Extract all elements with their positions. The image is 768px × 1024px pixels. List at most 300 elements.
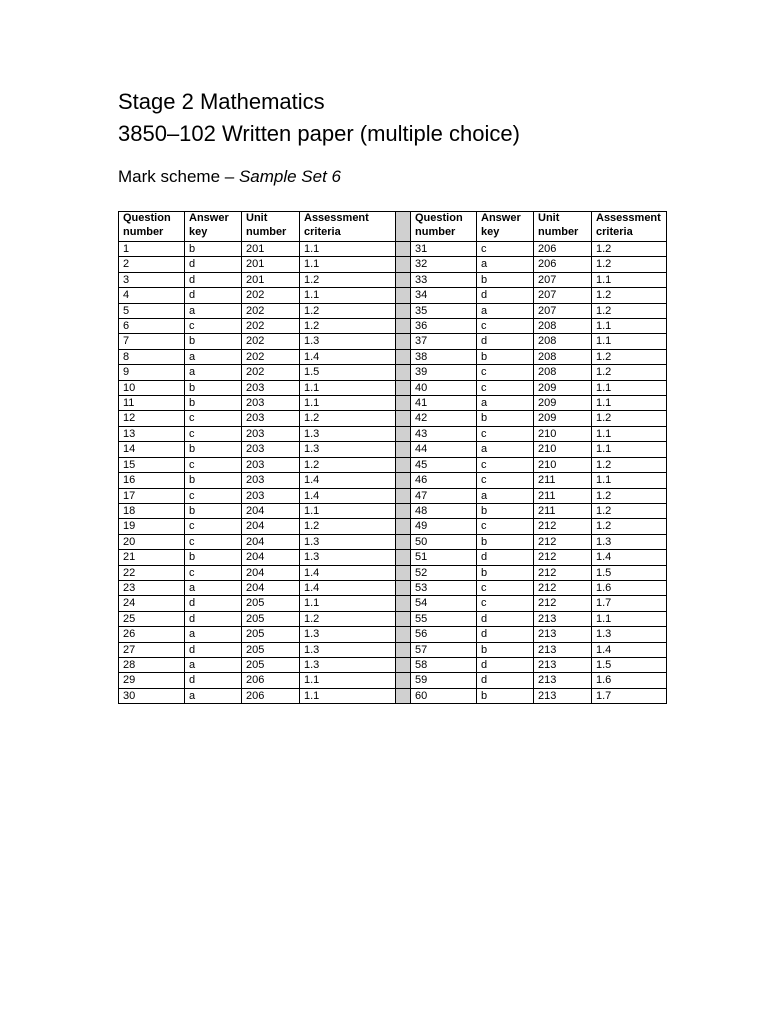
unit-number-cell: 208 bbox=[534, 365, 592, 380]
unit-number-cell: 203 bbox=[242, 442, 300, 457]
unit-number-cell: 202 bbox=[242, 303, 300, 318]
assessment-criteria-cell: 1.3 bbox=[300, 642, 396, 657]
question-number-cell: 10 bbox=[119, 380, 185, 395]
answer-key-cell: c bbox=[185, 488, 242, 503]
unit-number-cell: 204 bbox=[242, 519, 300, 534]
column-separator bbox=[396, 396, 411, 411]
assessment-criteria-cell: 1.1 bbox=[592, 396, 667, 411]
answer-key-cell: c bbox=[477, 457, 534, 472]
table-row bbox=[119, 596, 667, 611]
question-number-cell: 37 bbox=[411, 334, 477, 349]
question-number-cell: 8 bbox=[119, 349, 185, 364]
question-number-cell: 7 bbox=[119, 334, 185, 349]
question-number-cell: 38 bbox=[411, 349, 477, 364]
question-number-cell: 54 bbox=[411, 596, 477, 611]
assessment-criteria-cell: 1.1 bbox=[300, 257, 396, 272]
header-assessment-criteria: Assessment criteria bbox=[592, 212, 667, 242]
assessment-criteria-cell: 1.4 bbox=[300, 580, 396, 595]
sample-set-label: Sample Set 6 bbox=[238, 167, 341, 186]
column-separator bbox=[396, 380, 411, 395]
unit-number-cell: 211 bbox=[534, 473, 592, 488]
unit-number-cell: 206 bbox=[242, 673, 300, 688]
assessment-criteria-cell: 1.4 bbox=[300, 473, 396, 488]
answer-key-cell: a bbox=[477, 257, 534, 272]
unit-number-cell: 208 bbox=[534, 349, 592, 364]
question-number-cell: 43 bbox=[411, 426, 477, 441]
question-number-cell: 17 bbox=[119, 488, 185, 503]
column-separator bbox=[396, 657, 411, 672]
table-row bbox=[119, 365, 667, 380]
unit-number-cell: 210 bbox=[534, 457, 592, 472]
question-number-cell: 1 bbox=[119, 242, 185, 257]
table-row bbox=[119, 657, 667, 672]
unit-number-cell: 203 bbox=[242, 473, 300, 488]
assessment-criteria-cell: 1.1 bbox=[592, 319, 667, 334]
unit-number-cell: 202 bbox=[242, 349, 300, 364]
answer-key-cell: d bbox=[185, 272, 242, 287]
answer-key-cell: b bbox=[477, 688, 534, 703]
column-separator bbox=[396, 488, 411, 503]
answer-key-cell: a bbox=[477, 442, 534, 457]
answer-key-cell: b bbox=[185, 503, 242, 518]
question-number-cell: 11 bbox=[119, 396, 185, 411]
table-row bbox=[119, 503, 667, 518]
answer-key-cell: c bbox=[477, 365, 534, 380]
table-row bbox=[119, 519, 667, 534]
column-separator bbox=[396, 272, 411, 287]
answer-key-cell: c bbox=[185, 519, 242, 534]
question-number-cell: 15 bbox=[119, 457, 185, 472]
unit-number-cell: 210 bbox=[534, 442, 592, 457]
assessment-criteria-cell: 1.2 bbox=[592, 457, 667, 472]
header-question-number: Question number bbox=[119, 212, 185, 242]
answer-key-cell: c bbox=[477, 580, 534, 595]
assessment-criteria-cell: 1.6 bbox=[592, 580, 667, 595]
assessment-criteria-cell: 1.6 bbox=[592, 673, 667, 688]
table-row bbox=[119, 411, 667, 426]
assessment-criteria-cell: 1.1 bbox=[592, 334, 667, 349]
answer-key-cell: d bbox=[185, 596, 242, 611]
assessment-criteria-cell: 1.1 bbox=[592, 380, 667, 395]
question-number-cell: 31 bbox=[411, 242, 477, 257]
assessment-criteria-cell: 1.1 bbox=[592, 426, 667, 441]
question-number-cell: 58 bbox=[411, 657, 477, 672]
question-number-cell: 47 bbox=[411, 488, 477, 503]
answer-key-cell: c bbox=[185, 565, 242, 580]
table-row bbox=[119, 257, 667, 272]
question-number-cell: 39 bbox=[411, 365, 477, 380]
table-row bbox=[119, 611, 667, 626]
column-separator bbox=[396, 534, 411, 549]
question-number-cell: 44 bbox=[411, 442, 477, 457]
assessment-criteria-cell: 1.4 bbox=[300, 349, 396, 364]
header-assessment-criteria: Assessment criteria bbox=[300, 212, 396, 242]
question-number-cell: 12 bbox=[119, 411, 185, 426]
question-number-cell: 24 bbox=[119, 596, 185, 611]
assessment-criteria-cell: 1.1 bbox=[300, 503, 396, 518]
answer-key-cell: b bbox=[185, 380, 242, 395]
assessment-criteria-cell: 1.3 bbox=[592, 534, 667, 549]
table-row bbox=[119, 473, 667, 488]
question-number-cell: 56 bbox=[411, 627, 477, 642]
question-number-cell: 32 bbox=[411, 257, 477, 272]
assessment-criteria-cell: 1.1 bbox=[300, 596, 396, 611]
assessment-criteria-cell: 1.2 bbox=[300, 519, 396, 534]
column-separator bbox=[396, 565, 411, 580]
column-separator bbox=[396, 349, 411, 364]
question-number-cell: 25 bbox=[119, 611, 185, 626]
column-separator bbox=[396, 611, 411, 626]
question-number-cell: 13 bbox=[119, 426, 185, 441]
unit-number-cell: 212 bbox=[534, 565, 592, 580]
assessment-criteria-cell: 1.3 bbox=[300, 657, 396, 672]
answer-key-cell: b bbox=[185, 334, 242, 349]
unit-number-cell: 207 bbox=[534, 288, 592, 303]
table-header-row bbox=[119, 212, 667, 242]
question-number-cell: 42 bbox=[411, 411, 477, 426]
question-number-cell: 55 bbox=[411, 611, 477, 626]
answer-key-cell: c bbox=[477, 473, 534, 488]
answer-key-cell: d bbox=[477, 611, 534, 626]
table-row bbox=[119, 688, 667, 703]
assessment-criteria-cell: 1.4 bbox=[300, 565, 396, 580]
table-row bbox=[119, 673, 667, 688]
unit-number-cell: 208 bbox=[534, 334, 592, 349]
answer-key-cell: c bbox=[477, 519, 534, 534]
answer-key-cell: b bbox=[477, 411, 534, 426]
unit-number-cell: 205 bbox=[242, 642, 300, 657]
table-row bbox=[119, 319, 667, 334]
table-row bbox=[119, 242, 667, 257]
table-row bbox=[119, 565, 667, 580]
mark-scheme-subtitle bbox=[118, 167, 341, 187]
assessment-criteria-cell: 1.7 bbox=[592, 688, 667, 703]
table-row bbox=[119, 380, 667, 395]
assessment-criteria-cell: 1.2 bbox=[300, 457, 396, 472]
assessment-criteria-cell: 1.1 bbox=[592, 611, 667, 626]
answer-key-cell: a bbox=[185, 627, 242, 642]
answer-key-cell: d bbox=[185, 611, 242, 626]
column-separator bbox=[396, 426, 411, 441]
question-number-cell: 52 bbox=[411, 565, 477, 580]
assessment-criteria-cell: 1.1 bbox=[592, 473, 667, 488]
unit-number-cell: 203 bbox=[242, 380, 300, 395]
assessment-criteria-cell: 1.1 bbox=[300, 288, 396, 303]
unit-number-cell: 204 bbox=[242, 550, 300, 565]
table-row bbox=[119, 349, 667, 364]
table-row bbox=[119, 550, 667, 565]
assessment-criteria-cell: 1.2 bbox=[592, 488, 667, 503]
assessment-criteria-cell: 1.3 bbox=[300, 550, 396, 565]
answer-key-cell: a bbox=[185, 365, 242, 380]
subtitle-prefix: Mark scheme – bbox=[118, 167, 239, 186]
column-separator bbox=[396, 642, 411, 657]
assessment-criteria-cell: 1.1 bbox=[592, 442, 667, 457]
unit-number-cell: 211 bbox=[534, 488, 592, 503]
question-number-cell: 22 bbox=[119, 565, 185, 580]
answer-key-cell: a bbox=[185, 657, 242, 672]
unit-number-cell: 203 bbox=[242, 411, 300, 426]
answer-key-cell: b bbox=[185, 442, 242, 457]
assessment-criteria-cell: 1.5 bbox=[592, 657, 667, 672]
assessment-criteria-cell: 1.1 bbox=[300, 396, 396, 411]
header-question-number: Question number bbox=[411, 212, 477, 242]
unit-number-cell: 211 bbox=[534, 503, 592, 518]
unit-number-cell: 212 bbox=[534, 550, 592, 565]
unit-number-cell: 205 bbox=[242, 657, 300, 672]
column-separator bbox=[396, 580, 411, 595]
unit-number-cell: 202 bbox=[242, 288, 300, 303]
assessment-criteria-cell: 1.2 bbox=[300, 303, 396, 318]
question-number-cell: 59 bbox=[411, 673, 477, 688]
answer-key-cell: b bbox=[185, 550, 242, 565]
column-separator bbox=[396, 550, 411, 565]
assessment-criteria-cell: 1.7 bbox=[592, 596, 667, 611]
paper-title: 3850–102 Written paper (multiple choice) bbox=[118, 121, 520, 146]
unit-number-cell: 204 bbox=[242, 503, 300, 518]
unit-number-cell: 212 bbox=[534, 596, 592, 611]
header-answer-key: Answer key bbox=[185, 212, 242, 242]
answer-key-cell: b bbox=[477, 349, 534, 364]
answer-key-cell: a bbox=[185, 349, 242, 364]
unit-number-cell: 203 bbox=[242, 396, 300, 411]
unit-number-cell: 206 bbox=[534, 242, 592, 257]
question-number-cell: 34 bbox=[411, 288, 477, 303]
question-number-cell: 20 bbox=[119, 534, 185, 549]
question-number-cell: 30 bbox=[119, 688, 185, 703]
answer-key-cell: a bbox=[477, 396, 534, 411]
column-separator bbox=[396, 334, 411, 349]
assessment-criteria-cell: 1.2 bbox=[592, 257, 667, 272]
table-row bbox=[119, 580, 667, 595]
question-number-cell: 19 bbox=[119, 519, 185, 534]
answer-key-cell: a bbox=[185, 303, 242, 318]
answer-key-cell: b bbox=[185, 396, 242, 411]
unit-number-cell: 213 bbox=[534, 642, 592, 657]
question-number-cell: 48 bbox=[411, 503, 477, 518]
unit-number-cell: 209 bbox=[534, 396, 592, 411]
unit-number-cell: 203 bbox=[242, 488, 300, 503]
unit-number-cell: 203 bbox=[242, 426, 300, 441]
unit-number-cell: 213 bbox=[534, 627, 592, 642]
column-separator bbox=[396, 596, 411, 611]
assessment-criteria-cell: 1.2 bbox=[300, 611, 396, 626]
column-separator bbox=[396, 688, 411, 703]
column-separator bbox=[396, 473, 411, 488]
answer-key-cell: d bbox=[185, 257, 242, 272]
unit-number-cell: 206 bbox=[534, 257, 592, 272]
table-row bbox=[119, 627, 667, 642]
question-number-cell: 18 bbox=[119, 503, 185, 518]
column-separator bbox=[396, 503, 411, 518]
table-row bbox=[119, 288, 667, 303]
question-number-cell: 21 bbox=[119, 550, 185, 565]
unit-number-cell: 204 bbox=[242, 534, 300, 549]
page-title: Stage 2 Mathematics bbox=[118, 89, 325, 114]
column-separator bbox=[396, 212, 411, 242]
question-number-cell: 14 bbox=[119, 442, 185, 457]
question-number-cell: 3 bbox=[119, 272, 185, 287]
question-number-cell: 49 bbox=[411, 519, 477, 534]
unit-number-cell: 204 bbox=[242, 565, 300, 580]
unit-number-cell: 209 bbox=[534, 380, 592, 395]
question-number-cell: 9 bbox=[119, 365, 185, 380]
question-number-cell: 2 bbox=[119, 257, 185, 272]
unit-number-cell: 202 bbox=[242, 334, 300, 349]
assessment-criteria-cell: 1.1 bbox=[592, 272, 667, 287]
assessment-criteria-cell: 1.2 bbox=[592, 288, 667, 303]
question-number-cell: 60 bbox=[411, 688, 477, 703]
unit-number-cell: 205 bbox=[242, 611, 300, 626]
unit-number-cell: 213 bbox=[534, 673, 592, 688]
answer-key-cell: a bbox=[185, 688, 242, 703]
table-row bbox=[119, 272, 667, 287]
table-row bbox=[119, 442, 667, 457]
column-separator bbox=[396, 519, 411, 534]
answer-key-cell: c bbox=[185, 457, 242, 472]
answer-key-cell: d bbox=[477, 288, 534, 303]
assessment-criteria-cell: 1.3 bbox=[300, 534, 396, 549]
question-number-cell: 45 bbox=[411, 457, 477, 472]
question-number-cell: 4 bbox=[119, 288, 185, 303]
answer-key-cell: c bbox=[185, 426, 242, 441]
table-row bbox=[119, 488, 667, 503]
assessment-criteria-cell: 1.3 bbox=[592, 627, 667, 642]
question-number-cell: 41 bbox=[411, 396, 477, 411]
assessment-criteria-cell: 1.1 bbox=[300, 380, 396, 395]
answer-key-cell: d bbox=[185, 673, 242, 688]
assessment-criteria-cell: 1.3 bbox=[300, 334, 396, 349]
question-number-cell: 36 bbox=[411, 319, 477, 334]
column-separator bbox=[396, 288, 411, 303]
answer-key-cell: d bbox=[185, 288, 242, 303]
answer-key-cell: d bbox=[477, 550, 534, 565]
unit-number-cell: 203 bbox=[242, 457, 300, 472]
unit-number-cell: 208 bbox=[534, 319, 592, 334]
table-row bbox=[119, 534, 667, 549]
unit-number-cell: 207 bbox=[534, 303, 592, 318]
unit-number-cell: 209 bbox=[534, 411, 592, 426]
question-number-cell: 51 bbox=[411, 550, 477, 565]
unit-number-cell: 210 bbox=[534, 426, 592, 441]
answer-key-cell: c bbox=[185, 534, 242, 549]
question-number-cell: 28 bbox=[119, 657, 185, 672]
unit-number-cell: 212 bbox=[534, 534, 592, 549]
column-separator bbox=[396, 457, 411, 472]
answer-key-cell: c bbox=[477, 242, 534, 257]
unit-number-cell: 207 bbox=[534, 272, 592, 287]
column-separator bbox=[396, 442, 411, 457]
question-number-cell: 29 bbox=[119, 673, 185, 688]
assessment-criteria-cell: 1.2 bbox=[592, 303, 667, 318]
column-separator bbox=[396, 411, 411, 426]
question-number-cell: 50 bbox=[411, 534, 477, 549]
answer-key-cell: c bbox=[185, 411, 242, 426]
answer-key-cell: d bbox=[185, 642, 242, 657]
assessment-criteria-cell: 1.2 bbox=[592, 242, 667, 257]
assessment-criteria-cell: 1.3 bbox=[300, 627, 396, 642]
question-number-cell: 46 bbox=[411, 473, 477, 488]
assessment-criteria-cell: 1.1 bbox=[300, 242, 396, 257]
table-row bbox=[119, 457, 667, 472]
table-row bbox=[119, 396, 667, 411]
question-number-cell: 6 bbox=[119, 319, 185, 334]
assessment-criteria-cell: 1.3 bbox=[300, 442, 396, 457]
answer-key-cell: d bbox=[477, 334, 534, 349]
answer-key-cell: b bbox=[477, 272, 534, 287]
assessment-criteria-cell: 1.1 bbox=[300, 688, 396, 703]
question-number-cell: 23 bbox=[119, 580, 185, 595]
column-separator bbox=[396, 319, 411, 334]
question-number-cell: 16 bbox=[119, 473, 185, 488]
table-row bbox=[119, 642, 667, 657]
question-number-cell: 40 bbox=[411, 380, 477, 395]
unit-number-cell: 201 bbox=[242, 242, 300, 257]
answer-key-cell: c bbox=[477, 380, 534, 395]
answer-key-cell: c bbox=[477, 319, 534, 334]
unit-number-cell: 204 bbox=[242, 580, 300, 595]
assessment-criteria-cell: 1.2 bbox=[592, 365, 667, 380]
assessment-criteria-cell: 1.5 bbox=[300, 365, 396, 380]
assessment-criteria-cell: 1.3 bbox=[300, 426, 396, 441]
unit-number-cell: 206 bbox=[242, 688, 300, 703]
table-body bbox=[119, 242, 667, 704]
unit-number-cell: 201 bbox=[242, 257, 300, 272]
column-separator bbox=[396, 627, 411, 642]
answer-key-cell: b bbox=[185, 242, 242, 257]
answer-key-cell: b bbox=[477, 642, 534, 657]
unit-number-cell: 213 bbox=[534, 657, 592, 672]
answer-key-cell: d bbox=[477, 673, 534, 688]
column-separator bbox=[396, 303, 411, 318]
question-number-cell: 35 bbox=[411, 303, 477, 318]
unit-number-cell: 213 bbox=[534, 688, 592, 703]
answer-key-cell: b bbox=[477, 534, 534, 549]
answer-key-cell: b bbox=[185, 473, 242, 488]
assessment-criteria-cell: 1.4 bbox=[592, 550, 667, 565]
table-row bbox=[119, 303, 667, 318]
unit-number-cell: 212 bbox=[534, 519, 592, 534]
answer-key-cell: d bbox=[477, 657, 534, 672]
question-number-cell: 57 bbox=[411, 642, 477, 657]
unit-number-cell: 213 bbox=[534, 611, 592, 626]
column-separator bbox=[396, 365, 411, 380]
header-unit-number: Unit number bbox=[534, 212, 592, 242]
unit-number-cell: 205 bbox=[242, 596, 300, 611]
answer-key-cell: d bbox=[477, 627, 534, 642]
assessment-criteria-cell: 1.2 bbox=[592, 519, 667, 534]
column-separator bbox=[396, 673, 411, 688]
answer-key-cell: a bbox=[477, 303, 534, 318]
unit-number-cell: 212 bbox=[534, 580, 592, 595]
column-separator bbox=[396, 242, 411, 257]
assessment-criteria-cell: 1.4 bbox=[300, 488, 396, 503]
header-answer-key: Answer key bbox=[477, 212, 534, 242]
answer-key-cell: a bbox=[477, 488, 534, 503]
header-unit-number: Unit number bbox=[242, 212, 300, 242]
question-number-cell: 5 bbox=[119, 303, 185, 318]
question-number-cell: 27 bbox=[119, 642, 185, 657]
assessment-criteria-cell: 1.4 bbox=[592, 642, 667, 657]
title-block bbox=[118, 86, 520, 150]
question-number-cell: 33 bbox=[411, 272, 477, 287]
assessment-criteria-cell: 1.2 bbox=[300, 272, 396, 287]
assessment-criteria-cell: 1.1 bbox=[300, 673, 396, 688]
table-row bbox=[119, 426, 667, 441]
assessment-criteria-cell: 1.2 bbox=[300, 319, 396, 334]
answer-key-cell: c bbox=[477, 596, 534, 611]
column-separator bbox=[396, 257, 411, 272]
